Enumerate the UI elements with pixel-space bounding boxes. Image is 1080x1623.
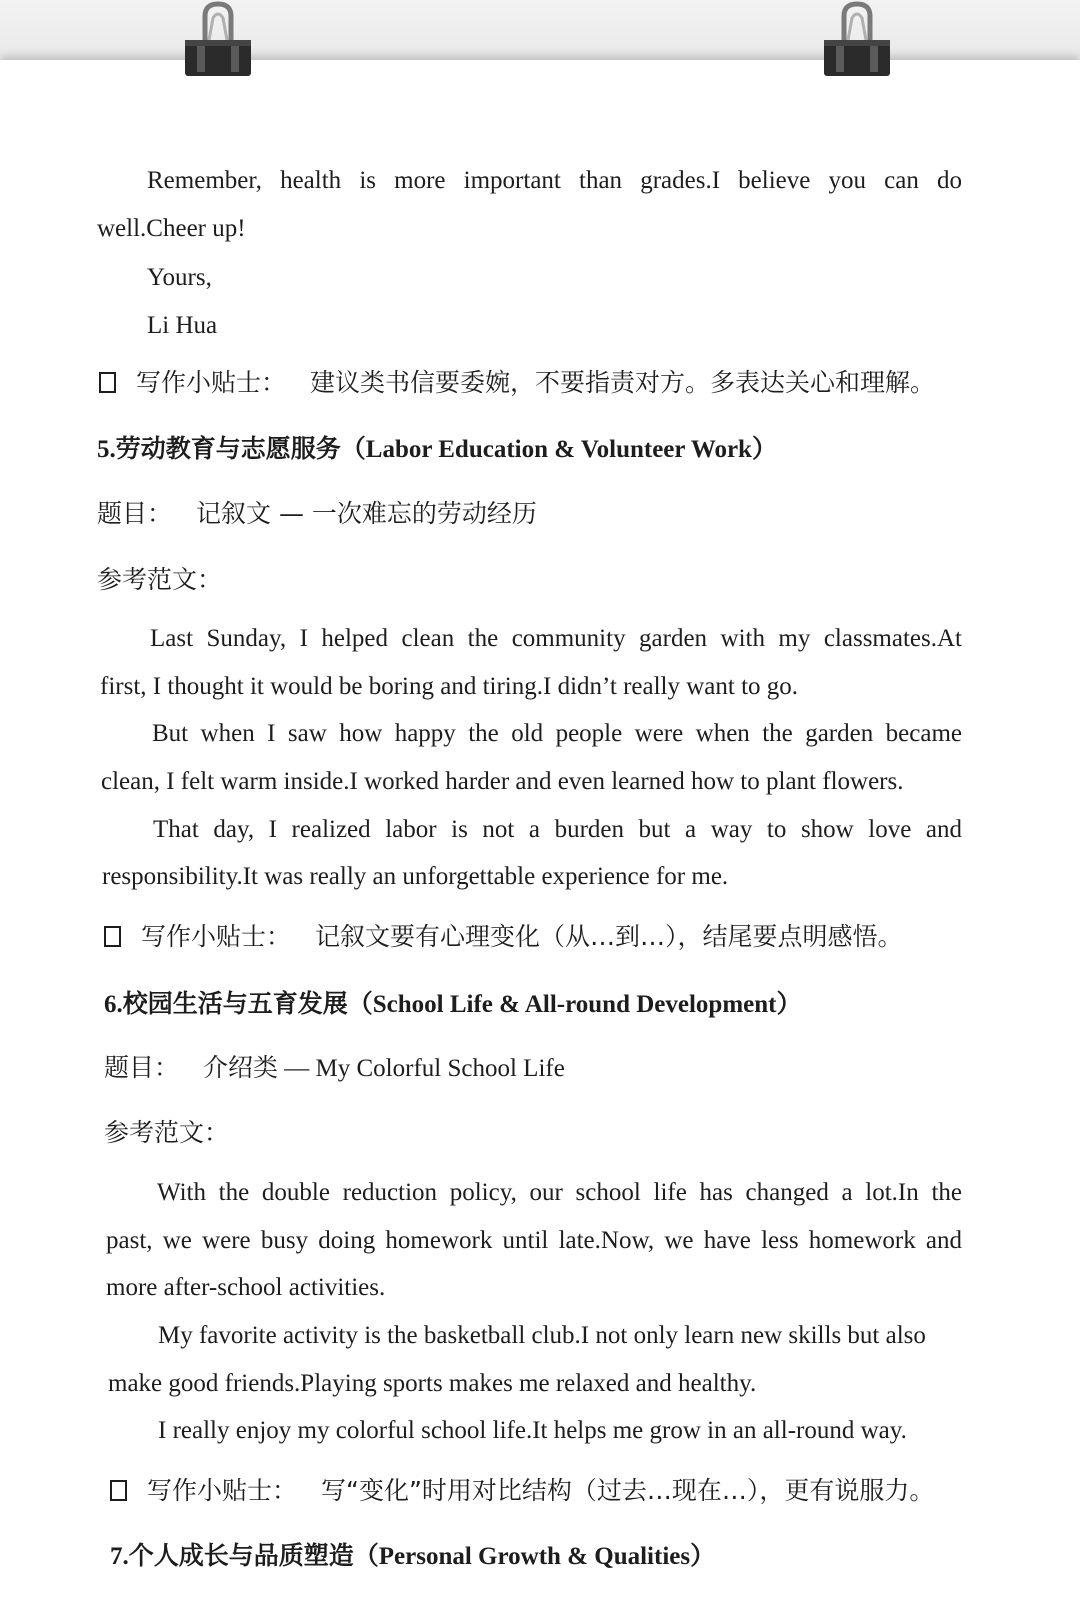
letter-paragraph-line: Remember, health is more important than grades.I believe you can do	[147, 167, 962, 194]
section-heading	[110, 1541, 715, 1572]
essay-line: make good friends.Playing sports makes me relaxed and healthy.	[108, 1370, 757, 1397]
topic-text-zh: 介绍类	[203, 1053, 279, 1082]
letter-signature: Li Hua	[147, 312, 218, 339]
essay-line: My favorite activity is the basketball club.I not only learn new skills but also	[158, 1322, 926, 1349]
tip-text: 记叙文要有心理变化（从…到…），结尾要点明感悟。	[315, 922, 903, 951]
topic-text-en: — My Colorful School Life	[284, 1055, 565, 1082]
checkbox-icon	[104, 926, 121, 947]
essay-line: first, I thought it would be boring and tiring.I didn’t really want to go.	[100, 673, 799, 700]
essay-line: That day, I realized labor is not a burden but a way to show love and	[153, 816, 962, 843]
letter-closing: Yours,	[147, 264, 212, 291]
essay-line: Last Sunday, I helped clean the community garden with my classmates.At	[150, 625, 962, 652]
tip-text: 写“变化”时用对比结构（过去…现在…），更有说服力。	[321, 1476, 935, 1505]
writing-tip	[99, 368, 935, 398]
checkbox-icon	[99, 372, 116, 393]
section-number: 5.	[97, 436, 116, 463]
topic-line	[97, 499, 537, 529]
section-title-en: （Personal Growth & Qualities）	[353, 1543, 716, 1570]
section-title-zh: 个人成长与品质塑造	[128, 1541, 354, 1570]
tip-label: 写作小贴士：	[136, 368, 287, 397]
binder-clip-icon	[822, 0, 892, 80]
essay-line: But when I saw how happy the old people were when the garden became	[152, 720, 962, 747]
essay-line: past, we were busy doing homework until late.Now, we have less homework and	[106, 1227, 962, 1254]
writing-tip	[104, 922, 903, 952]
checkbox-icon	[110, 1480, 127, 1501]
binder-clip-icon	[183, 0, 253, 80]
topic-label: 题目：	[104, 1053, 180, 1082]
tip-label: 写作小贴士：	[141, 922, 292, 951]
sample-essay-label: 参考范文：	[104, 1118, 230, 1147]
writing-tip	[110, 1476, 934, 1506]
section-heading	[104, 989, 801, 1020]
topic-label: 题目：	[97, 499, 173, 528]
essay-line: clean, I felt warm inside.I worked harder and even learned how to plant flowers.	[101, 768, 904, 795]
essay-line: With the double reduction policy, our school life has changed a lot.In the	[157, 1179, 962, 1206]
section-title-zh: 劳动教育与志愿服务	[115, 434, 341, 463]
essay-line: responsibility.It was really an unforgettable experience for me.	[102, 863, 729, 890]
sample-essay-label: 参考范文：	[97, 565, 223, 594]
section-title-en: （School Life & All-round Development）	[347, 991, 802, 1018]
topic-text: 记叙文 — 一次难忘的劳动经历	[196, 499, 537, 528]
section-number: 7.	[110, 1543, 129, 1570]
top-background	[0, 0, 1080, 60]
tip-label: 写作小贴士：	[147, 1476, 298, 1505]
section-title-zh: 校园生活与五育发展	[122, 989, 348, 1018]
essay-line: I really enjoy my colorful school life.It helps me grow in an all-round way.	[158, 1417, 907, 1444]
letter-paragraph-line: well.Cheer up!	[97, 215, 246, 242]
section-number: 6.	[104, 991, 123, 1018]
topic-line	[104, 1053, 565, 1084]
section-heading	[97, 434, 777, 465]
essay-line: more after-school activities.	[106, 1274, 386, 1301]
tip-text: 建议类书信要委婉，不要指责对方。多表达关心和理解。	[310, 368, 936, 397]
section-title-en: （Labor Education & Volunteer Work）	[340, 436, 777, 463]
